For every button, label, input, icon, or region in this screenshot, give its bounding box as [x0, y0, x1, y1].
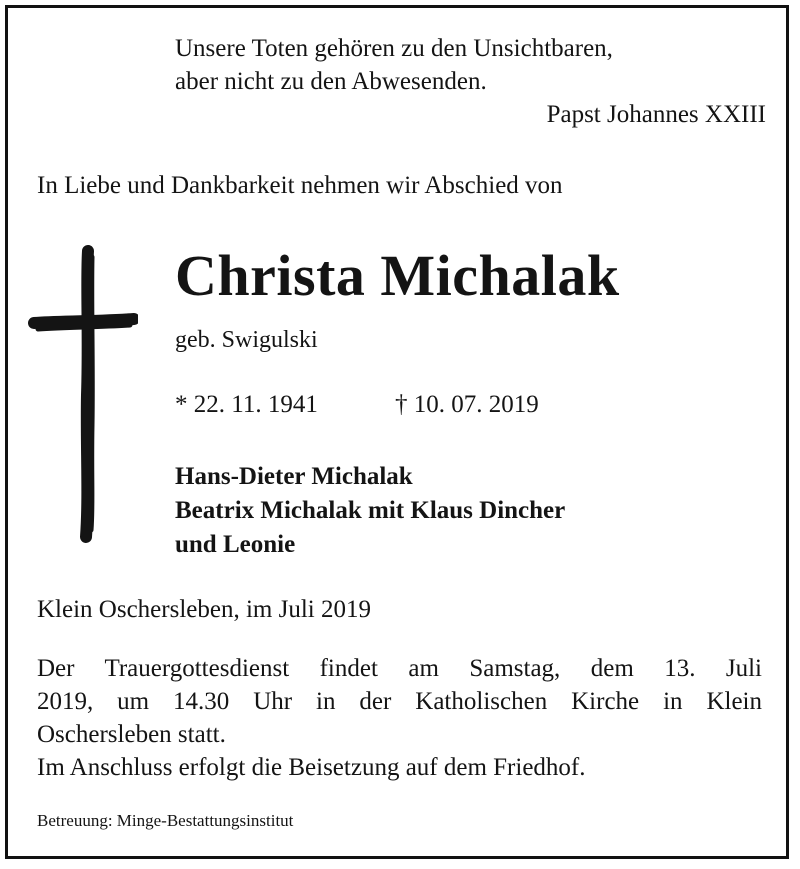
death-date: † 10. 07. 2019 — [395, 391, 539, 418]
mourner-1: Hans-Dieter Michalak — [175, 463, 413, 490]
service-line-3: Oschersleben statt. — [37, 721, 226, 748]
obituary-notice — [5, 5, 789, 859]
birth-date: * 22. 11. 1941 — [175, 391, 318, 418]
mourner-3: und Leonie — [175, 531, 296, 558]
service-line-1: Der Trauergottesdienst findet am Samstag, dem 13. Juli — [37, 655, 762, 682]
service-line-2: 2019, um 14.30 Uhr in der Katholischen Kirche in Klein — [37, 688, 762, 715]
service-text — [37, 652, 762, 784]
quote-line-1: Unsere Toten gehören zu den Unsichtbaren, — [175, 35, 613, 62]
quote-author: Papst Johannes XXIII — [546, 101, 766, 128]
maiden-name: geb. Swigulski — [175, 327, 318, 353]
mourner-2: Beatrix Michalak mit Klaus Dincher — [175, 497, 566, 524]
place-date: Klein Oschersleben, im Juli 2019 — [37, 596, 371, 623]
intro-text: In Liebe und Dankbarkeit nehmen wir Abschied von — [37, 172, 563, 199]
deceased-name: Christa Michalak — [175, 243, 620, 308]
cross-icon — [28, 245, 138, 550]
funeral-home-credit: Betreuung: Minge-Bestattungsinstitut — [37, 811, 294, 830]
quote-line-2: aber nicht zu den Abwesenden. — [175, 68, 487, 95]
service-line-4: Im Anschluss erfolgt die Beisetzung auf dem Friedhof. — [37, 754, 586, 781]
